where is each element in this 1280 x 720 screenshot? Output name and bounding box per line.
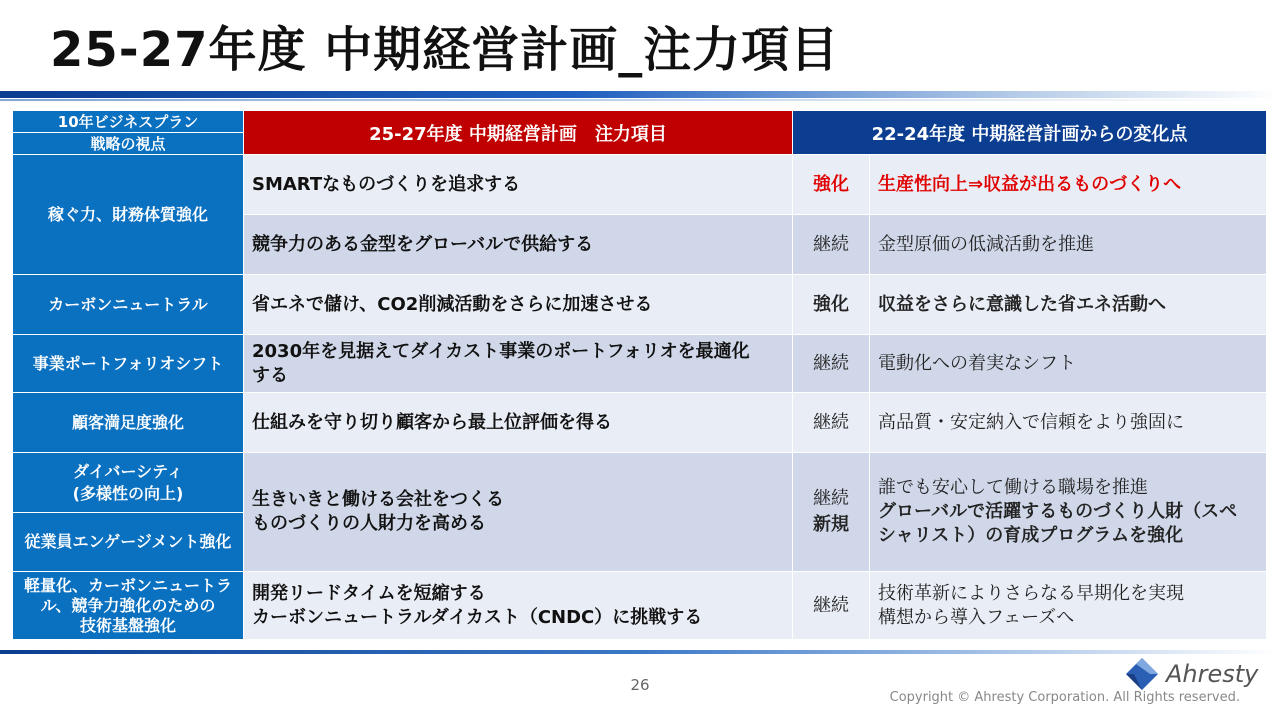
change-description: 収益をさらに意識した省エネ活動へ bbox=[870, 275, 1267, 335]
change-description bbox=[870, 453, 1267, 572]
status-badge: 継続 bbox=[793, 335, 870, 393]
focus-item: 競争力のある金型をグローバルで供給する bbox=[244, 215, 793, 275]
status-badge: 強化 bbox=[793, 275, 870, 335]
status-badge: 強化 bbox=[793, 155, 870, 215]
perspective-diversity bbox=[13, 453, 244, 513]
title-divider bbox=[0, 91, 1280, 98]
page-title: 25-27年度 中期経営計画_注力項目 bbox=[50, 22, 840, 78]
focus-items-table bbox=[12, 110, 1267, 640]
change-description: 金型原価の低減活動を推進 bbox=[870, 215, 1267, 275]
perspective-line: ル、競争力強化のための bbox=[40, 595, 216, 615]
change-description: 生産性向上⇒収益が出るものづくりへ bbox=[870, 155, 1267, 215]
perspective-line: 技術基盤強化 bbox=[79, 615, 176, 635]
focus-item: SMARTなものづくりを追求する bbox=[244, 155, 793, 215]
perspective-carbon-neutral: カーボンニュートラル bbox=[13, 275, 244, 335]
change-line: 構想から導入フェーズへ bbox=[878, 606, 1075, 628]
status-badge: 継続 bbox=[793, 572, 870, 640]
perspective-line: (多様性の向上) bbox=[72, 483, 184, 503]
focus-item-line: 開発リードタイムを短縮する bbox=[252, 582, 486, 604]
change-line: グローバルで活躍するものづくり人財（スペ bbox=[878, 501, 1238, 522]
title-divider-thin bbox=[0, 99, 1280, 101]
focus-item: 省エネで儲け、CO2削減活動をさらに加速させる bbox=[244, 275, 793, 335]
focus-item-line: 生きいきと働ける会社をつくる bbox=[252, 489, 504, 510]
status-badge bbox=[793, 453, 870, 572]
perspective-customer-satisfaction: 顧客満足度強化 bbox=[13, 393, 244, 453]
perspective-tech-foundation bbox=[13, 572, 244, 640]
status-badge: 継続 bbox=[793, 393, 870, 453]
status-badge: 継続 bbox=[793, 215, 870, 275]
copyright-text: Copyright © Ahresty Corporation. All Rights reserved. bbox=[889, 690, 1240, 705]
focus-item-line: 2030年を見据えてダイカスト事業のポートフォリオを最適化 bbox=[252, 340, 750, 362]
perspective-earning-power: 稼ぐ力、財務体質強化 bbox=[13, 155, 244, 275]
focus-item-line: ものづくりの人財力を高める bbox=[252, 513, 486, 534]
header-plan-label: 10年ビジネスプラン bbox=[13, 111, 244, 133]
perspective-line: ダイバーシティ bbox=[73, 461, 183, 481]
status-line-new: 新規 bbox=[813, 514, 849, 535]
page-number: 26 bbox=[630, 676, 650, 694]
focus-item bbox=[244, 453, 793, 572]
header-focus-items: 25-27年度 中期経営計画 注力項目 bbox=[244, 111, 793, 155]
header-perspective-label: 戦略の視点 bbox=[13, 133, 244, 155]
change-line: シャリスト）の育成プログラムを強化 bbox=[878, 525, 1184, 546]
header-changes: 22-24年度 中期経営計画からの変化点 bbox=[793, 111, 1267, 155]
focus-item: 仕組みを守り切り顧客から最上位評価を得る bbox=[244, 393, 793, 453]
perspective-portfolio-shift: 事業ポートフォリオシフト bbox=[13, 335, 244, 393]
status-line: 継続 bbox=[813, 488, 849, 509]
focus-item-line: カーボンニュートラルダイカスト（CNDC）に挑戦する bbox=[252, 606, 703, 628]
perspective-engagement: 従業員エンゲージメント強化 bbox=[13, 513, 244, 572]
change-description: 高品質・安定納入で信頼をより強固に bbox=[870, 393, 1267, 453]
brand-wordmark: Ahresty bbox=[1166, 660, 1259, 688]
change-description bbox=[870, 572, 1267, 640]
footer-divider bbox=[0, 650, 1280, 654]
change-line: 技術革新によりさらなる早期化を実現 bbox=[878, 582, 1184, 604]
change-description: 電動化への着実なシフト bbox=[870, 335, 1267, 393]
focus-item bbox=[244, 335, 793, 393]
focus-item bbox=[244, 572, 793, 640]
focus-item-line: する bbox=[252, 364, 288, 386]
change-line: 誰でも安心して働ける職場を推進 bbox=[878, 477, 1148, 498]
perspective-line: 軽量化、カーボンニュートラ bbox=[23, 575, 232, 595]
